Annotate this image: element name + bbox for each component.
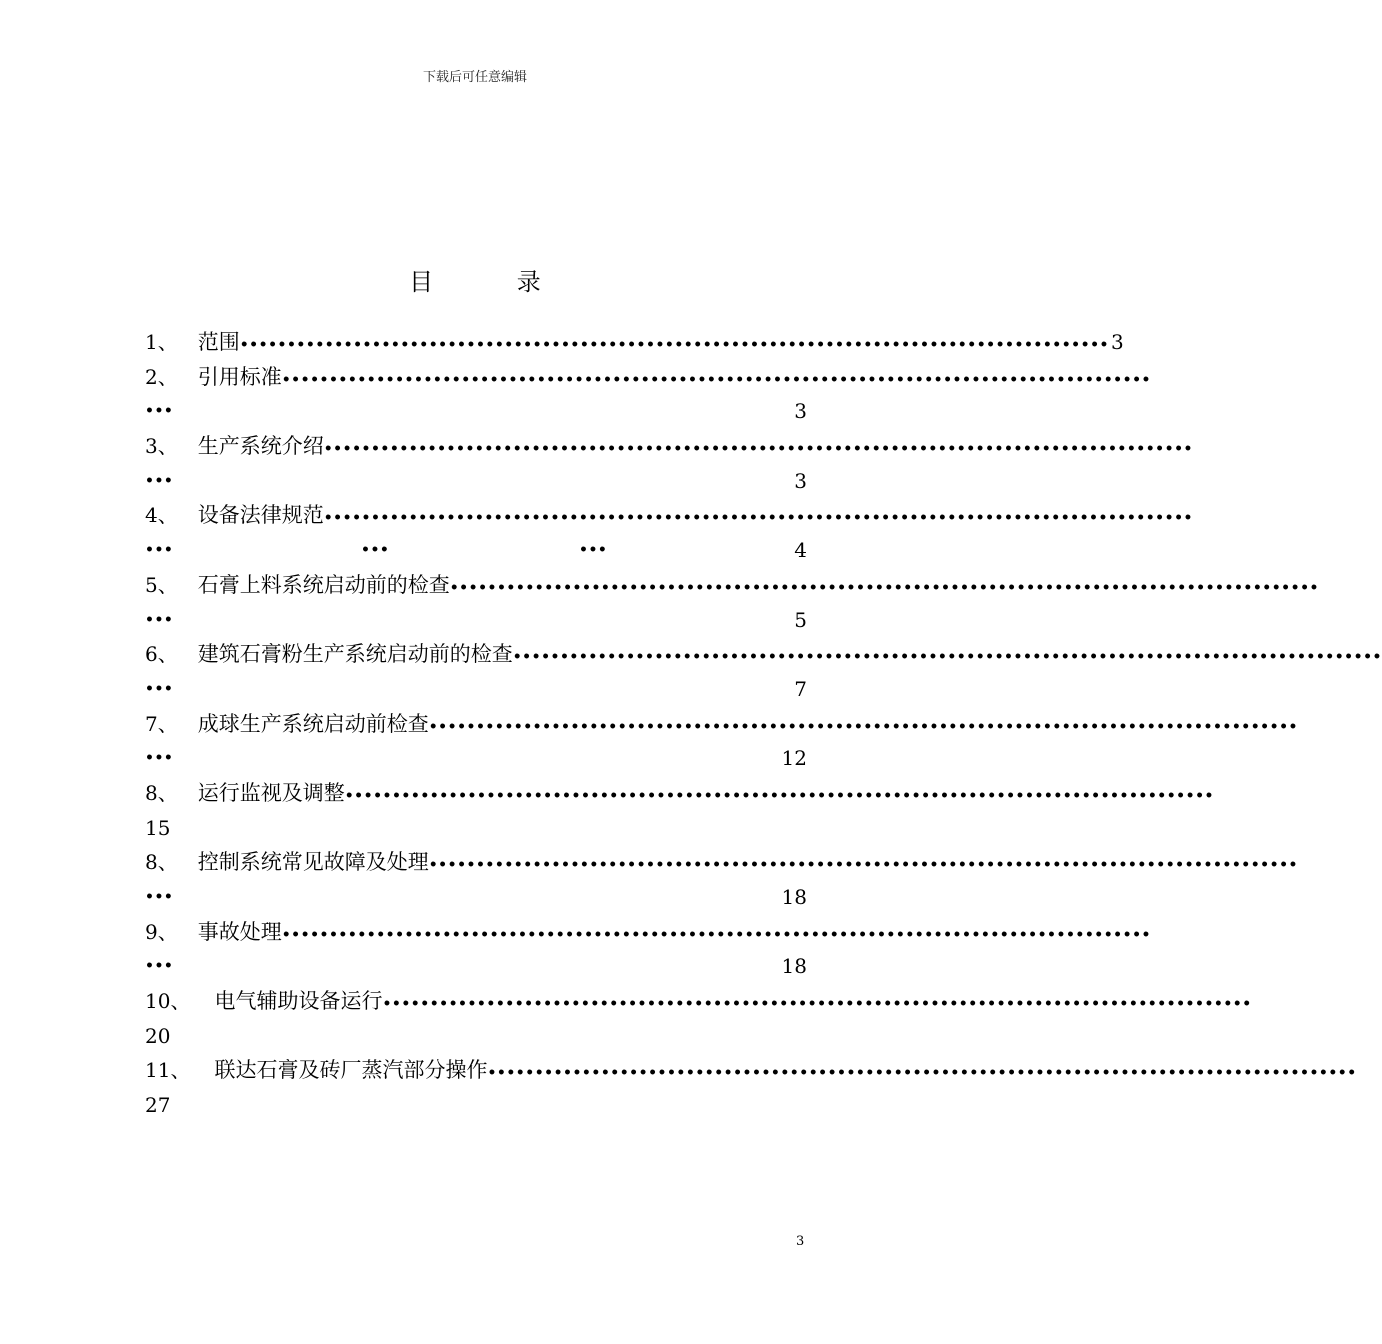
toc-entry-label: 电气辅助设备运行 xyxy=(214,989,383,1014)
toc-entry-label: 联达石膏及砖厂蒸汽部分操作 xyxy=(214,1058,488,1083)
dot-leader: •••••••••••••••••••••••••••••••••••••••••••••••••••••••••••••••••••••••••••••••••••••••••••• xyxy=(382,996,1252,1013)
toc-entry-number: 2、 xyxy=(145,364,178,389)
page-number: 3 xyxy=(796,1234,805,1249)
toc-entry-label: 控制系统常见故障及处理 xyxy=(197,850,429,875)
toc-entry-label: 成球生产系统启动前检查 xyxy=(197,711,429,736)
toc-entry-page: 3 xyxy=(794,399,807,424)
dot-leader-short: ••• xyxy=(145,542,174,559)
toc-entry-11-continuation xyxy=(145,1019,807,1054)
toc-title: 目 录 xyxy=(409,268,579,296)
dot-leader: •••••••••••••••••••••••••••••••••••••••••••••••••••••••••••••••••••••••••••••••••••••••••••• xyxy=(281,926,1151,943)
toc-entry-7[interactable] xyxy=(145,707,1298,742)
toc-entry-3-continuation xyxy=(145,464,807,499)
toc-entry-page: 3 xyxy=(794,468,807,493)
toc-entry-number: 5、 xyxy=(145,572,178,597)
table-of-contents xyxy=(145,325,1382,1123)
toc-entry-number: 8、 xyxy=(145,850,178,875)
toc-entry-4[interactable] xyxy=(145,498,1193,533)
dot-leader-short: ••• xyxy=(145,611,174,628)
toc-entry-label: 生产系统介绍 xyxy=(197,434,324,459)
toc-entry-3[interactable] xyxy=(145,429,1193,464)
dot-leader: •••••••••••••••••••••••••••••••••••••••••••••••••••••••••••••••••••••••••••••••••••••••••••• xyxy=(428,718,1298,735)
toc-entry-6[interactable] xyxy=(145,637,1382,672)
toc-entry-page: 12 xyxy=(781,746,807,771)
toc-entry-4-continuation xyxy=(145,533,807,568)
toc-entry-8-continuation xyxy=(145,811,807,846)
toc-entry-9[interactable] xyxy=(145,845,1298,880)
toc-entry-12[interactable] xyxy=(145,1053,1357,1088)
dot-leader-short: ••• xyxy=(145,403,174,420)
dot-leader-short: ••• xyxy=(579,542,608,559)
toc-entry-label: 石膏上料系统启动前的检查 xyxy=(197,572,450,597)
toc-entry-page: 18 xyxy=(781,885,807,909)
dot-leader: •••••••••••••••••••••••••••••••••••••••••••••••••••••••••••••••••••••••••••••••••••••••••••• xyxy=(344,787,1214,804)
toc-entry-page: 5 xyxy=(794,607,807,632)
toc-entry-label: 范围 xyxy=(197,330,240,354)
dot-leader: •••••••••••••••••••••••••••••••••••••••••••••••••••••••••••••••••••••••••••••••••••••••••••• xyxy=(487,1065,1357,1082)
toc-entry-page: 3 xyxy=(1110,330,1124,354)
toc-entry-label: 引用标准 xyxy=(197,364,282,389)
toc-entry-6-continuation xyxy=(145,672,807,707)
dot-leader-short: ••• xyxy=(145,750,174,767)
dot-leader: •••••••••••••••••••••••••••••••••••••••••••••••••••••••••••••••••••••••••••••••••••••••••••• xyxy=(239,337,1109,353)
toc-entry-2[interactable] xyxy=(145,360,1151,395)
toc-entry-number: 10、 xyxy=(145,989,191,1014)
dot-leader: •••••••••••••••••••••••••••••••••••••••••••••••••••••••••••••••••••••••••••••••••••••••••••• xyxy=(449,579,1319,596)
dot-leader-short: ••• xyxy=(145,889,174,905)
dot-leader: •••••••••••••••••••••••••••••••••••••••••••••••••••••••••••••••••••••••••••••••••••••••••••• xyxy=(428,857,1298,874)
dot-leader: •••••••••••••••••••••••••••••••••••••••••••••••••••••••••••••••••••••••••••••••••••••••••••• xyxy=(323,510,1193,527)
toc-entry-label: 设备法律规范 xyxy=(197,503,324,528)
toc-entry-2-continuation xyxy=(145,394,807,429)
toc-entry-7-continuation xyxy=(145,741,807,776)
toc-entry-number: 3、 xyxy=(145,434,178,459)
toc-entry-10[interactable] xyxy=(145,915,1151,950)
toc-entry-10-continuation xyxy=(145,949,807,984)
toc-entry-number: 9、 xyxy=(145,919,178,944)
dot-leader: •••••••••••••••••••••••••••••••••••••••••••••••••••••••••••••••••••••••••••••••••••••••••••• xyxy=(281,371,1151,388)
toc-entry-5[interactable] xyxy=(145,568,1319,603)
toc-entry-number: 4、 xyxy=(145,503,178,528)
toc-entry-label: 事故处理 xyxy=(197,919,282,944)
toc-entry-page: 18 xyxy=(781,954,807,979)
toc-entry-8[interactable] xyxy=(145,776,1214,811)
toc-entry-number: 8、 xyxy=(145,780,178,805)
dot-leader: •••••••••••••••••••••••••••••••••••••••••••••••••••••••••••••••••••••••••••••••••••••••••••• xyxy=(512,649,1382,666)
dot-leader-short: ••• xyxy=(145,472,174,489)
toc-entry-page: 7 xyxy=(794,676,807,701)
toc-entry-9-continuation xyxy=(145,880,807,915)
toc-entry-5-continuation xyxy=(145,603,807,638)
dot-leader-short: ••• xyxy=(361,542,390,559)
toc-entry-12-continuation xyxy=(145,1088,807,1123)
header-note: 下载后可任意编辑 xyxy=(422,70,527,85)
toc-entry-page: 20 xyxy=(145,1023,171,1048)
toc-entry-page: 27 xyxy=(145,1093,171,1118)
toc-entry-number: 11、 xyxy=(145,1058,191,1083)
toc-entry-11[interactable] xyxy=(145,984,1252,1019)
toc-entry-number: 6、 xyxy=(145,642,178,667)
toc-entry-1[interactable] xyxy=(145,325,1124,360)
dot-leader-short: ••• xyxy=(145,958,174,975)
toc-entry-label: 建筑石膏粉生产系统启动前的检查 xyxy=(197,642,513,667)
toc-entry-number: 1、 xyxy=(145,330,178,354)
dot-leader-short: ••• xyxy=(145,680,174,697)
toc-entry-label: 运行监视及调整 xyxy=(197,780,345,805)
toc-entry-number: 7、 xyxy=(145,711,178,736)
dot-leader: •••••••••••••••••••••••••••••••••••••••••••••••••••••••••••••••••••••••••••••••••••••••••••• xyxy=(323,441,1193,458)
toc-entry-page: 15 xyxy=(145,815,171,840)
toc-entry-page: 4 xyxy=(794,538,807,563)
